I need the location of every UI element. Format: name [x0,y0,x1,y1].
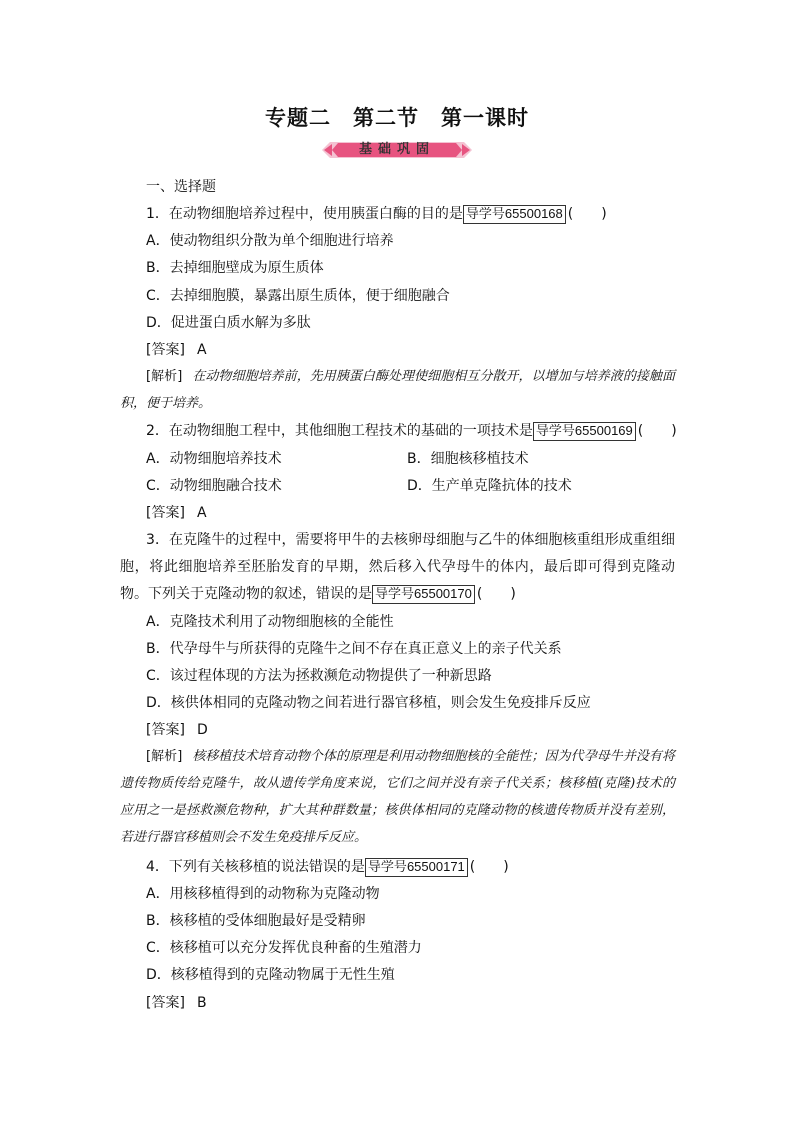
answer-value: A [196,505,207,521]
answer-value: D [196,722,208,738]
question-stem: 4．下列有关核移植的说法错误的是 导学号65500171 ( ) [146,859,509,875]
option-b: B．核移植的受体细胞最好是受精卵 [146,913,366,929]
option-d: D．促进蛋白质水解为多肽 [146,315,311,331]
option-b: B．代孕母牛与所获得的克隆牛之间不存在真正意义上的亲子代关系 [146,641,562,657]
answer-value: A [196,342,207,358]
banner-label: 基础巩固 [358,142,435,157]
guide-number-box: 导学号65500168 [463,205,566,224]
option-a: A．使动物组织分散为单个细胞进行培养 [146,233,394,249]
option-d: D．核供体相同的克隆动物之间若进行器官移植，则会发生免疫排斥反应 [146,695,591,711]
guide-number-box: 导学号65500170 [372,585,475,604]
option-d: D．生产单克隆抗体的技术 [407,478,572,494]
explanation-tag: [解析] [146,749,183,764]
answer-line [146,503,207,523]
question-stem: 3．在克隆牛的过程中，需要将甲牛的去核卵母细胞与乙牛的体细胞核重组形成重组细胞，将此细胞培养至胚胎发育的早期，然后移入代孕母牛的体内，最后即可得到克隆动物。下列关于克隆动物的叙述，错误的是 导学号65500170 ( ) [120,532,675,602]
answer-line [146,340,207,360]
section-heading: 一、选择题 [146,179,216,195]
guide-number-box: 导学号65500171 [365,858,468,877]
option-a: A．克隆技术利用了动物细胞核的全能性 [146,614,394,630]
answer-tag: [答案] [146,342,185,358]
section-banner [322,140,472,160]
answer-line [146,993,207,1013]
option-b: B．去掉细胞壁成为原生质体 [146,260,324,276]
page-title: 专题二 第二节 第一课时 [265,105,529,130]
option-a: A．用核移植得到的动物称为克隆动物 [146,886,380,902]
option-c: C．该过程体现的方法为拯救濒危动物提供了一种新思路 [146,668,492,684]
option-d: D．核移植得到的克隆动物属于无性生殖 [146,967,395,983]
answer-tag: [答案] [146,505,185,521]
option-c: C．核移植可以充分发挥优良种畜的生殖潜力 [146,940,422,956]
answer-line [146,720,208,740]
explanation: [解析] 在动物细胞培养前，先用胰蛋白酶处理使细胞相互分散开，以增加与培养液的接触面积，便于培养。 [120,369,675,411]
guide-number-box: 导学号65500169 [533,422,636,441]
answer-tag: [答案] [146,995,185,1011]
answer-value: B [196,995,207,1011]
explanation: [解析] 核移植技术培育动物个体的原理是利用动物细胞核的全能性；因为代孕母牛并没有将遗传物质传给克隆牛，故从遗传学角度来说，它们之间并没有亲子代关系；核移植(克隆)技术的应用之一是拯救濒危物种，扩大其种群数量；核供体相同的克隆动物的核遗传物质并没有差别，若进行器官移植则会不发生免疫排斥反应。 [120,749,675,845]
option-c: C．去掉细胞膜，暴露出原生质体，便于细胞融合 [146,288,450,304]
option-c: C．动物细胞融合技术 [146,478,282,494]
question-stem: 1．在动物细胞培养过程中，使用胰蛋白酶的目的是 导学号65500168 ( ) [146,206,607,222]
question-stem: 2．在动物细胞工程中，其他细胞工程技术的基础的一项技术是 导学号65500169 ( ) [146,423,677,439]
option-b: B．细胞核移植技术 [407,451,529,467]
explanation-tag: [解析] [146,369,183,384]
option-a: A．动物细胞培养技术 [146,451,282,467]
answer-tag: [答案] [146,722,185,738]
